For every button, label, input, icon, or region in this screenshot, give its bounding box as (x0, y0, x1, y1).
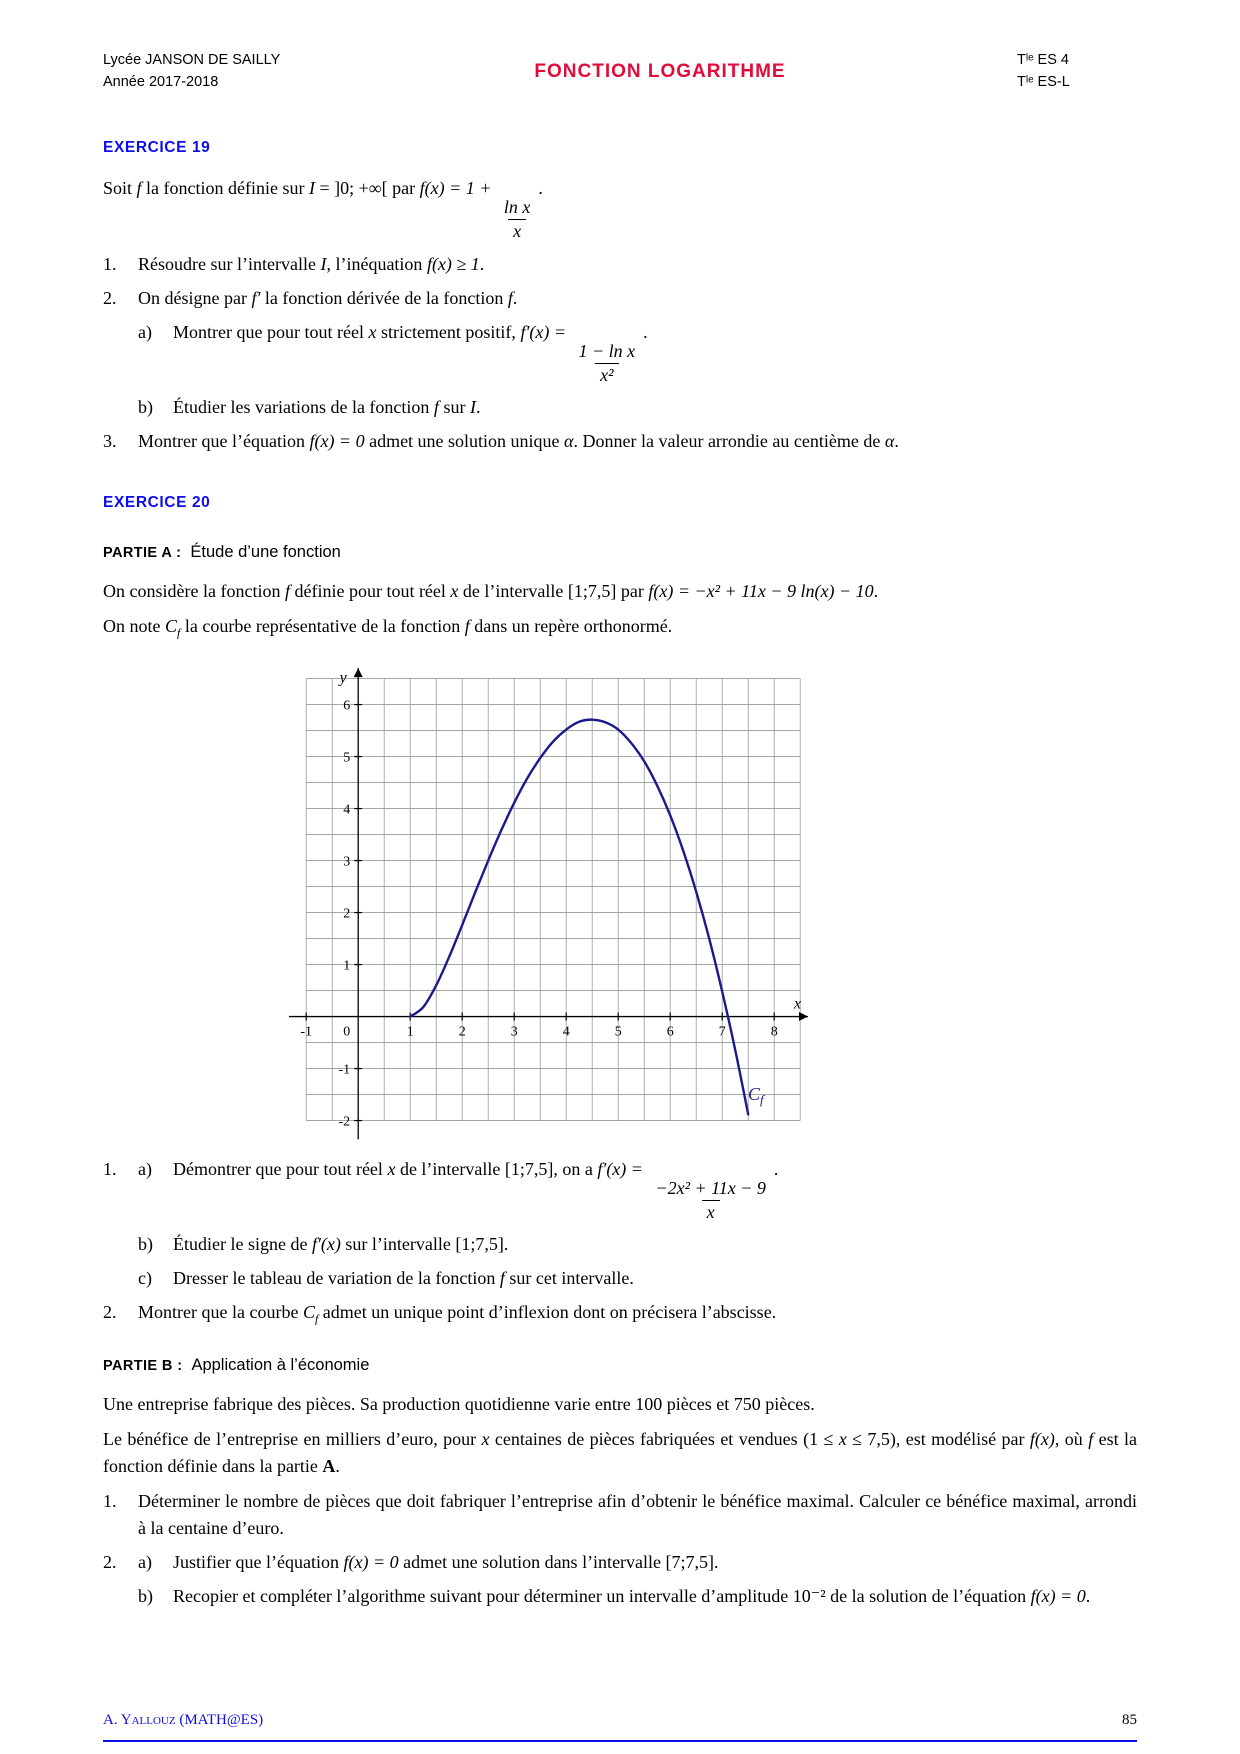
part-a-intro-2: On note $C_f$ la courbe représentative de la fonction f dans un repère orthonormé. (103, 616, 673, 640)
item-text: Résoudre sur l’intervalle I, l’inéquation f(x) ≥ 1. (138, 253, 485, 274)
svg-text:1: 1 (406, 1024, 414, 1040)
page-header (103, 50, 1137, 94)
svg-text:5: 5 (614, 1024, 622, 1040)
part-a-name: Étude d’une fonction (190, 543, 341, 562)
item-text: Montrer que l’équation f(x) = 0 admet une solution unique α. Donner la valeur arrondie au centième de α. (138, 430, 899, 451)
item-text: On désigne par f′ la fonction dérivée de la fonction f. (138, 287, 518, 308)
item-letter: b) (138, 396, 153, 417)
item-number: 2. (103, 287, 117, 308)
ex20b-question-1 (103, 1488, 1137, 1542)
class-tag-2: Tˡᵉ ES-L (1017, 73, 1070, 90)
svg-text:-2: -2 (338, 1114, 351, 1130)
svg-text:Cf: $C_f$ (748, 1083, 764, 1107)
item-letter: a) (138, 1158, 152, 1179)
svg-text:2: 2 (458, 1024, 466, 1040)
item-letter: a) (138, 1552, 152, 1573)
svg-text:4: 4 (562, 1024, 570, 1040)
item-number: 1. (103, 253, 117, 274)
footer-author: A. Yallouz (MATH@ES) (103, 1711, 264, 1728)
ex19-question-2b (138, 394, 1137, 421)
item-text: Déterminer le nombre de pièces que doit fabriquer l’entreprise afin d’obtenir le bénéfice maximal. Calculer ce bénéfice maximal, arrondi à la centaine d’euro. (138, 1491, 1137, 1539)
header-left (103, 50, 303, 94)
exercise-20-heading: EXERCICE 20 (103, 493, 211, 511)
item-text: Étudier les variations de la fonction f sur I. (173, 396, 481, 417)
part-a-heading (103, 538, 1137, 565)
item-text: Dresser le tableau de variation de la fonction f sur cet intervalle. (173, 1267, 634, 1288)
svg-text:3: 3 (510, 1024, 518, 1040)
item-text: Montrer que la courbe $C_f$ admet un unique point d’inflexion dont on précisera l’abscisse. (138, 1301, 777, 1326)
ex19-question-2a (138, 319, 1137, 387)
page-footer (103, 1709, 1137, 1743)
ex19-question-3 (103, 428, 1137, 455)
svg-text:2: 2 (343, 906, 351, 922)
exercise-20 (103, 491, 1137, 1611)
item-text: Démontrer que pour tout réel x de l’intervalle [1;7,5], on a f′(x) = $\frac{\text{−2x² + 11x − 9}}{x}$ . (173, 1158, 779, 1223)
ex19-question-1 (103, 251, 1137, 278)
ex20-question-2 (103, 1299, 1137, 1328)
item-text: Justifier que l’équation f(x) = 0 admet une solution dans l’intervalle [7;7,5]. (173, 1552, 719, 1573)
svg-text:7: 7 (718, 1024, 726, 1040)
svg-text:5: 5 (343, 750, 351, 766)
svg-text:6: 6 (343, 698, 351, 714)
svg-text:4: 4 (343, 802, 351, 818)
svg-text:3: 3 (343, 854, 351, 870)
svg-text:6: 6 (666, 1024, 674, 1040)
part-a-intro-1: On considère la fonction f définie pour tout réel x de l’intervalle [1;7,5] par f(x) = −x² + 11x − 9 ln(x) − 10. (103, 581, 879, 602)
item-letter: a) (138, 321, 152, 342)
item-number: 2. (103, 1552, 117, 1573)
svg-text:-1: -1 (338, 1062, 351, 1078)
ex19-intro: Soit f la fonction définie sur I = ]0; +∞[ par f(x) = 1 + $\frac{\text{ln x}}{x}$ . (103, 177, 543, 242)
exercise-19 (103, 136, 1137, 455)
exercise-19-heading: EXERCICE 19 (103, 138, 211, 156)
curve-chart (288, 664, 817, 1140)
function-plot-figure (288, 664, 1137, 1140)
ex20-question-1b (138, 1231, 1137, 1258)
item-number: 1. (103, 1491, 117, 1512)
item-letter: c) (138, 1267, 152, 1288)
part-b-name: Application à l’économie (191, 1356, 370, 1375)
school-name: Lycée JANSON DE SAILLY (103, 52, 281, 68)
item-letter: b) (138, 1586, 153, 1607)
ex19-question-2 (103, 285, 1137, 312)
svg-text:-1: -1 (300, 1024, 313, 1040)
ex20-question-1a (103, 1156, 1137, 1224)
item-number: 1. (103, 1158, 117, 1179)
part-b-label: PARTIE B : (103, 1358, 183, 1375)
part-b-intro-1: Une entreprise fabrique des pièces. Sa production quotidienne varie entre 100 pièces et 750 pièces. (103, 1394, 815, 1415)
svg-text:0: 0 (343, 1024, 351, 1040)
item-number: 2. (103, 1301, 117, 1322)
ex20b-question-2b (138, 1583, 1137, 1610)
item-number: 3. (103, 430, 117, 451)
part-b-heading (103, 1351, 1137, 1378)
item-letter: b) (138, 1233, 153, 1254)
svg-text:1: 1 (343, 958, 351, 974)
document-title: FONCTION LOGARITHME (534, 61, 786, 82)
svg-text:8: 8 (770, 1024, 778, 1040)
class-tag-1: Tˡᵉ ES 4 (1017, 52, 1069, 68)
header-right (1017, 50, 1137, 94)
svg-text:x: x (794, 995, 802, 1013)
ex20b-question-2a (103, 1549, 1137, 1576)
page-number: 85 (1122, 1711, 1137, 1728)
item-text: Recopier et compléter l’algorithme suivant pour déterminer un intervalle d’amplitude 10⁻² de la solution de l’équation f(x) = 0. (173, 1586, 1091, 1607)
item-text: Étudier le signe de f′(x) sur l’intervalle [1;7,5]. (173, 1233, 509, 1254)
part-b-intro-2: Le bénéfice de l’entreprise en milliers d’euro, pour x centaines de pièces fabriquées et vendues (1 ≤ x ≤ 7,5), est modélisé par f(x), où f est la fonction définie dans la partie A. (103, 1429, 1137, 1477)
item-text: Montrer que pour tout réel x strictement positif, f′(x) = $\frac{\text{1 − ln x}}{\text{x²}}$ . (173, 321, 648, 386)
svg-text:y: y (339, 669, 347, 687)
ex20-question-1c (138, 1265, 1137, 1292)
part-a-label: PARTIE A : (103, 545, 182, 562)
school-year: Année 2017-2018 (103, 73, 219, 90)
